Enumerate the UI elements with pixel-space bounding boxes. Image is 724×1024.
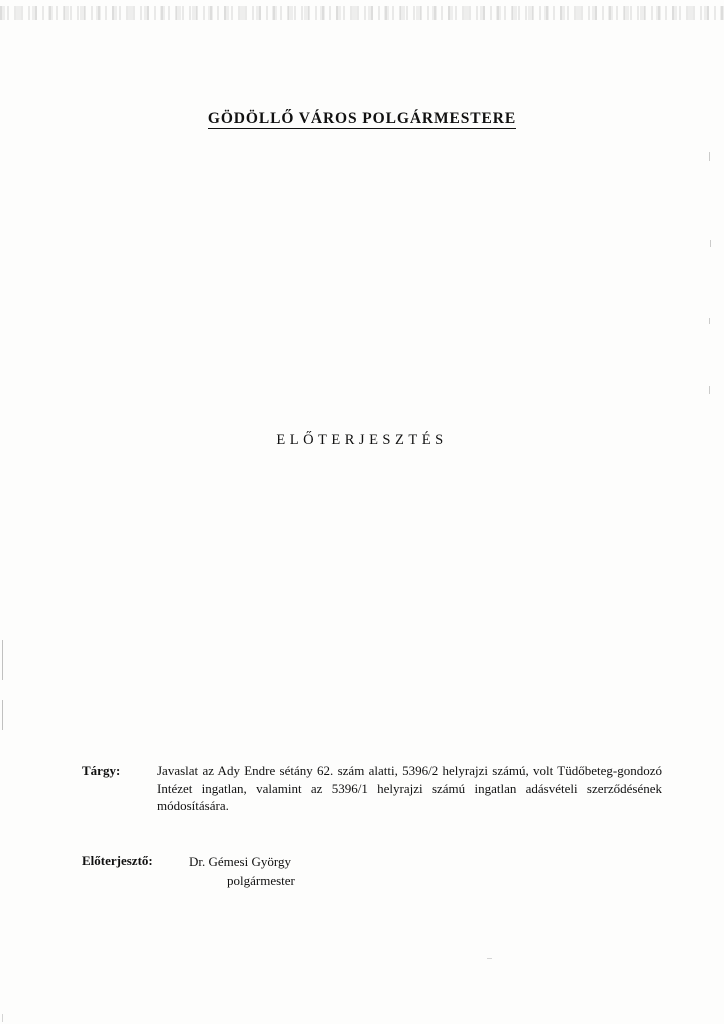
subject-label: Tárgy: xyxy=(82,763,121,778)
scan-speck xyxy=(709,318,710,324)
presenter-field xyxy=(82,852,662,890)
scan-noise-band xyxy=(0,6,724,20)
scan-speck xyxy=(709,152,710,161)
scan-speck xyxy=(710,240,711,247)
document-type-heading: ELŐTERJESZTÉS xyxy=(276,432,448,448)
presenter-label: Előterjesztő: xyxy=(82,853,153,868)
page-title-text: GÖDÖLLŐ VÁROS POLGÁRMESTERE xyxy=(207,110,517,128)
subject-field xyxy=(82,762,662,815)
presenter-role: polgármester xyxy=(227,873,295,888)
scan-speck xyxy=(487,958,492,959)
scan-speck xyxy=(2,1014,3,1022)
scan-speck xyxy=(709,386,710,394)
page-title xyxy=(0,110,724,128)
presenter-name: Dr. Gémesi György xyxy=(189,854,291,869)
subject-value: Javaslat az Ady Endre sétány 62. szám alatti, 5396/2 helyrajzi számú, volt Tüdőbeteg-gondozó Intézet ingatlan, valamint az 5396/1 helyrajzi számú ingatlan adásvételi szerződésének módosítására. xyxy=(157,763,662,813)
scan-edge-mark xyxy=(2,640,3,680)
scan-edge-mark xyxy=(2,700,3,730)
presenter-value xyxy=(189,852,295,890)
